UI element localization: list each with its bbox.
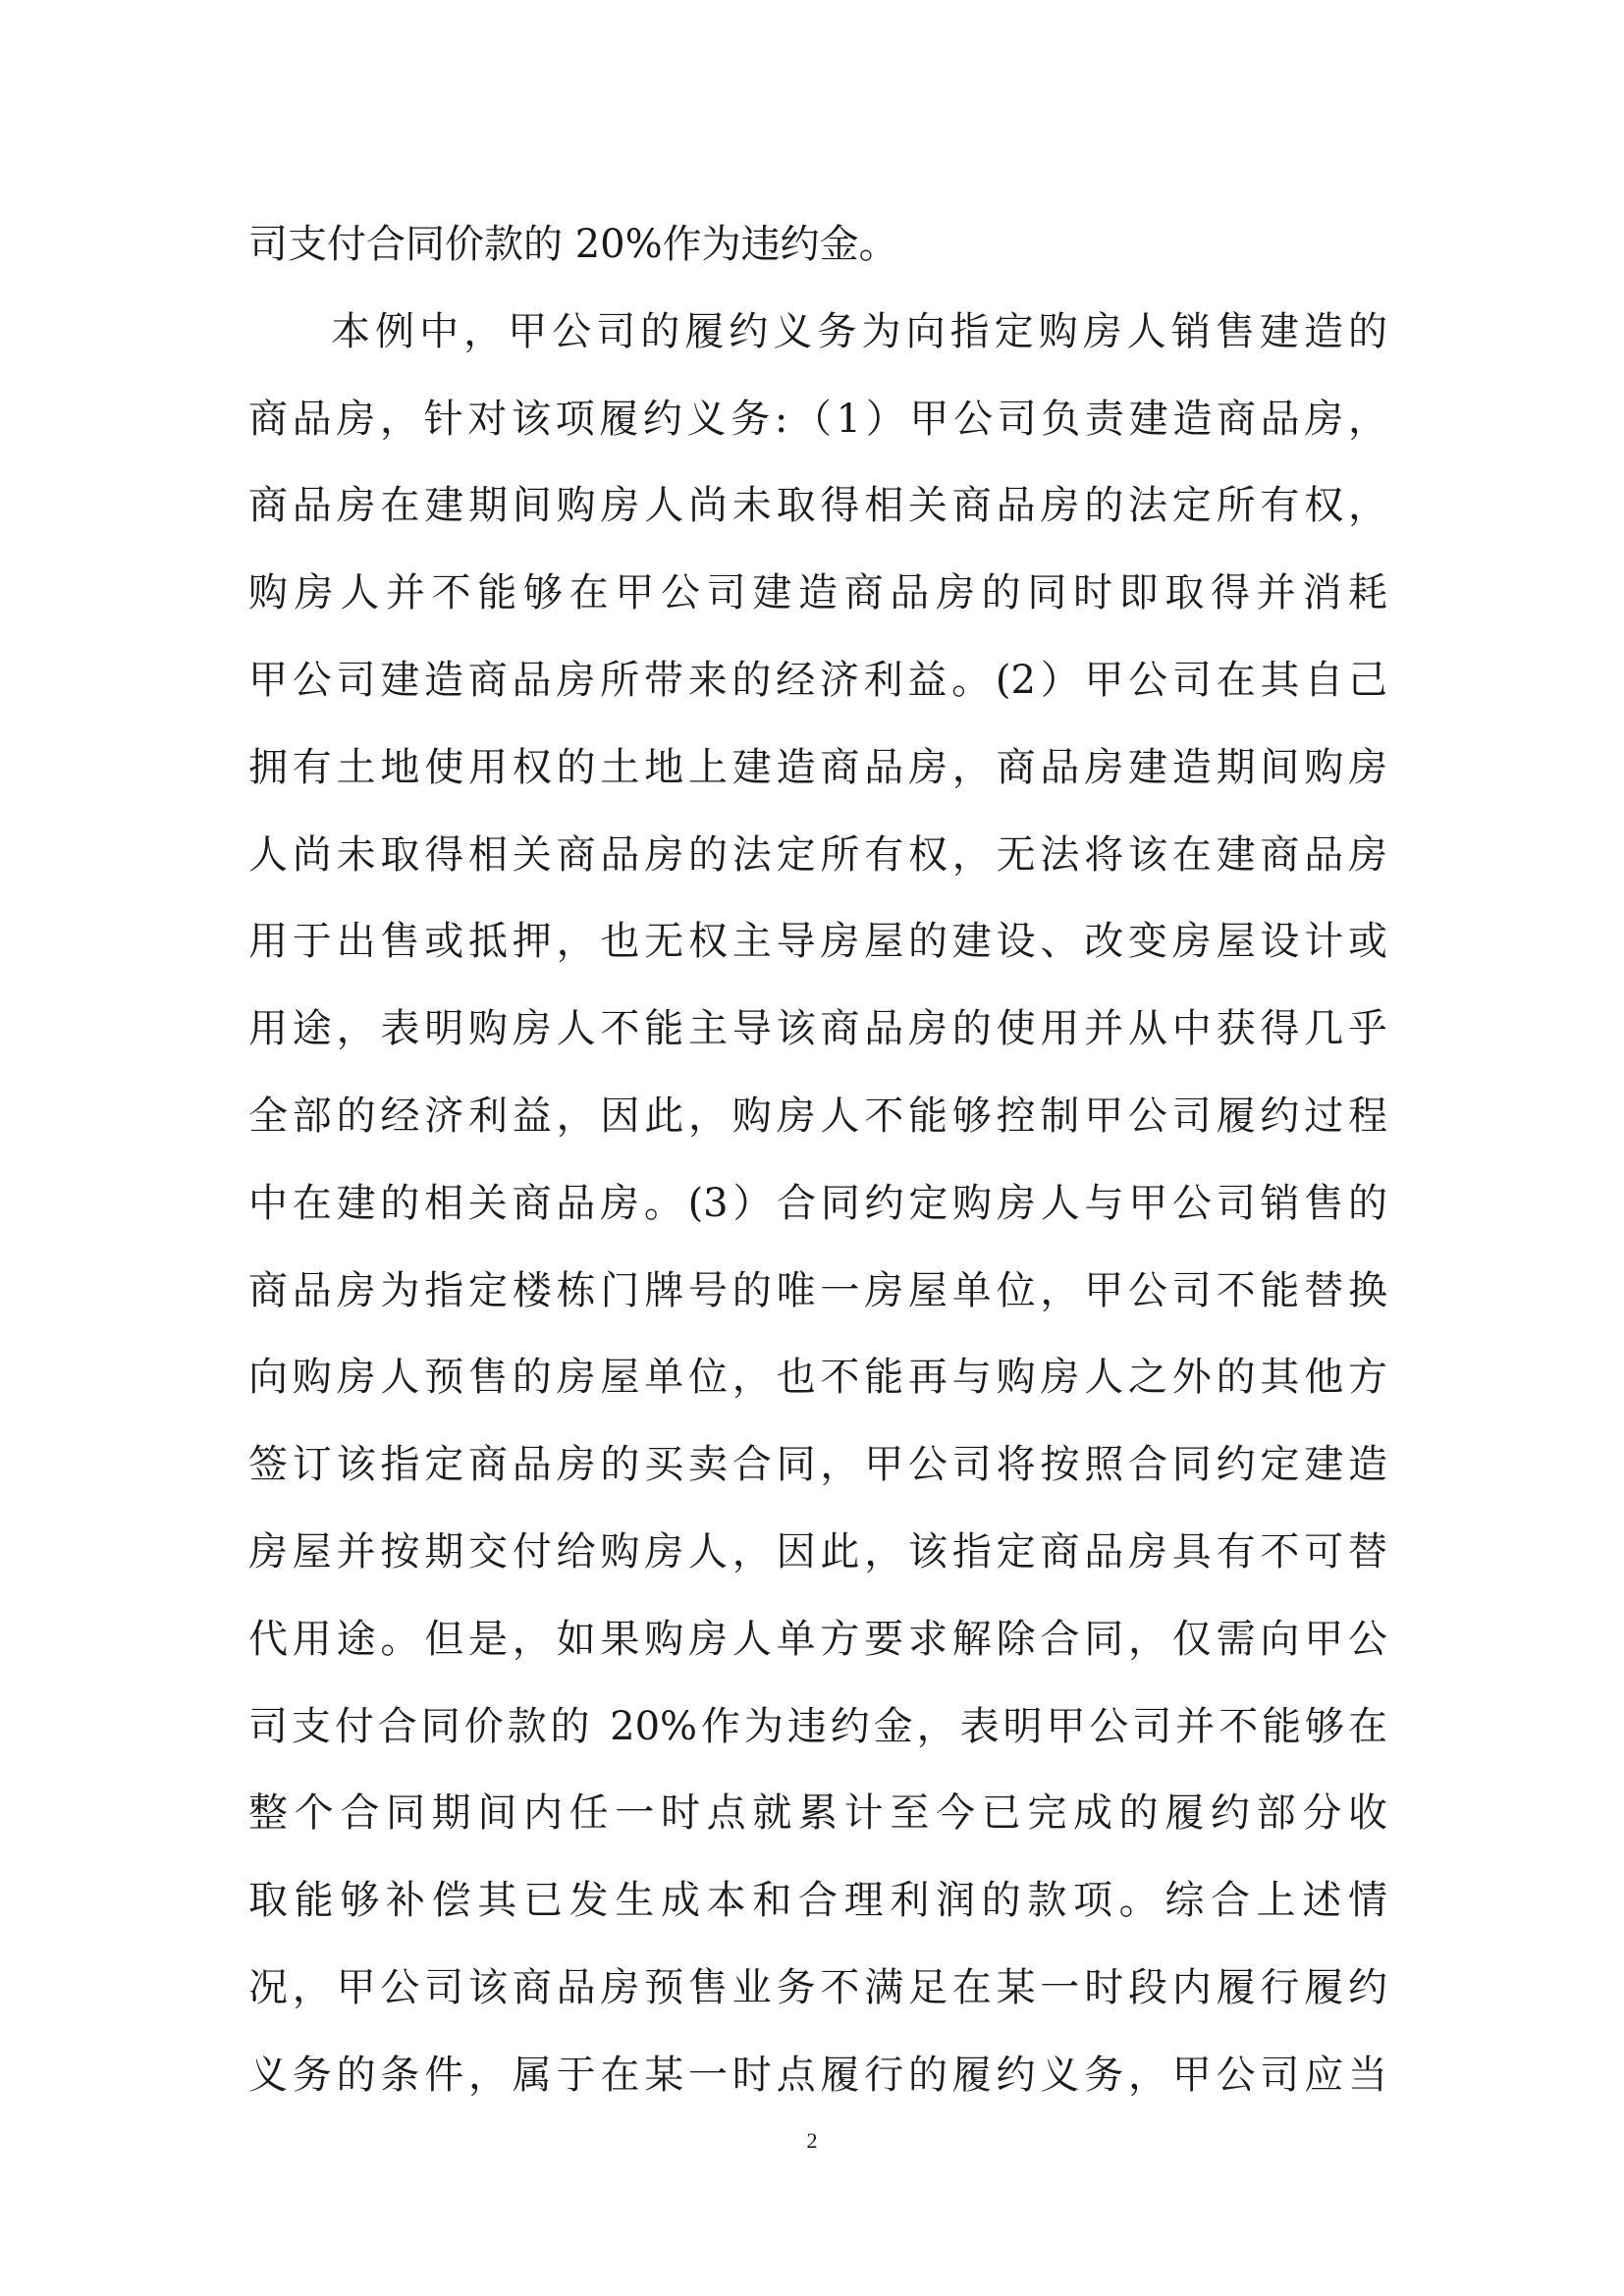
paragraph-line: 用于出售或抵押，也无权主导房屋的建设、改变房屋设计或	[248, 919, 1387, 965]
paragraph-line: 义务的条件，属于在某一时点履行的履约义务，甲公司应当	[248, 2052, 1387, 2098]
paragraph-line: 况，甲公司该商品房预售业务不满足在某一时段内履行履约	[248, 1964, 1387, 2010]
paragraph-line: 整个合同期间内任一时点就累计至今已完成的履约部分收	[248, 1790, 1387, 1837]
paragraph-line: 本例中，甲公司的履约义务为向指定购房人销售建造的	[331, 308, 1387, 354]
paragraph-line: 代用途。但是，如果购房人单方要求解除合同，仅需向甲公	[248, 1616, 1387, 1662]
paragraph-line: 购房人并不能够在甲公司建造商品房的同时即取得并消耗	[248, 570, 1387, 616]
paragraph-line: 取能够补偿其已发生成本和合理利润的款项。综合上述情	[248, 1878, 1387, 1924]
paragraph-line: 人尚未取得相关商品房的法定所有权，无法将该在建商品房	[248, 831, 1387, 878]
page-number: 2	[806, 2128, 818, 2153]
paragraph-line: 签订该指定商品房的买卖合同，甲公司将按照合同约定建造	[248, 1442, 1387, 1488]
paragraph-line: 用途，表明购房人不能主导该商品房的使用并从中获得几乎	[248, 1006, 1387, 1052]
body-text	[248, 201, 1387, 2119]
paragraph-line: 司支付合同价款的 20%作为违约金，表明甲公司并不能够在	[248, 1703, 1387, 1749]
paragraph-line: 房屋并按期交付给购房人，因此，该指定商品房具有不可替	[248, 1528, 1387, 1575]
paragraph-line: 向购房人预售的房屋单位，也不能再与购房人之外的其他方	[248, 1355, 1387, 1401]
paragraph-line: 拥有土地使用权的土地上建造商品房，商品房建造期间购房	[248, 744, 1387, 790]
paragraph-line: 全部的经济利益，因此，购房人不能够控制甲公司履约过程	[248, 1093, 1387, 1139]
paragraph-line: 商品房，针对该项履约义务:（1）甲公司负责建造商品房，	[248, 396, 1387, 442]
paragraph-line: 中在建的相关商品房。(3）合同约定购房人与甲公司销售的	[248, 1180, 1387, 1226]
paragraph-line: 商品房为指定楼栋门牌号的唯一房屋单位，甲公司不能替换	[248, 1267, 1387, 1313]
paragraph-line: 商品房在建期间购房人尚未取得相关商品房的法定所有权，	[248, 483, 1387, 529]
paragraph-line: 甲公司建造商品房所带来的经济利益。(2）甲公司在其自己	[248, 657, 1387, 703]
paragraph-line: 司支付合同价款的 20%作为违约金。	[248, 222, 898, 267]
